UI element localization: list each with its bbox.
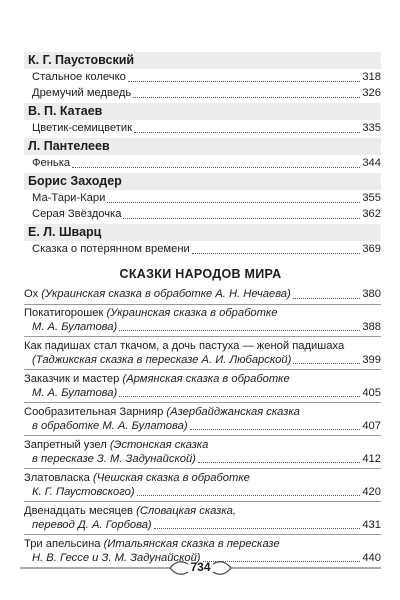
- entry-title: Запретный узел (Эстонская сказка: [24, 439, 209, 451]
- entry-page: 440: [362, 551, 381, 564]
- page-number: 734: [190, 560, 211, 574]
- entry-title: Дремучий медведь: [32, 87, 132, 99]
- entry-title: Стальное колечко: [32, 71, 126, 83]
- toc-entry: [20, 208, 381, 222]
- entry-page: 407: [362, 419, 381, 432]
- toc-entry: [20, 71, 381, 85]
- entry-page: 420: [362, 485, 381, 498]
- author-heading: Борис Заходер: [24, 173, 381, 190]
- toc-entry: Запретный узел (Эстонская сказка в пересказе З. М. Задунайской) 412: [20, 439, 381, 466]
- book-page: [20, 34, 381, 564]
- toc-entry: Златовласка (Чешская сказка в обработке К. Г. Паустовского) 420: [20, 472, 381, 499]
- entry-page: 335: [362, 122, 381, 134]
- toc-entry: Двенадцать месяцев (Словацкая сказка, перевод Д. А. Горбова) 431: [20, 505, 381, 532]
- entry-page: 388: [362, 320, 381, 333]
- entry-page: 412: [362, 452, 381, 465]
- toc-entry: [20, 243, 381, 257]
- entry-title: Цветик-семицветик: [32, 122, 133, 134]
- toc-entry: [20, 122, 381, 136]
- entry-title: Ма-Тари-Кари: [32, 192, 106, 204]
- entry-title: Как падишах стал ткачом, а дочь пастуха — женой падишаха: [24, 340, 345, 352]
- entry-title: Фенька: [32, 157, 71, 169]
- toc-entry: Заказчик и мастер (Армянская сказка в обработке М. А. Булатова) 405: [20, 373, 381, 400]
- toc-entry: [20, 192, 381, 206]
- entry-title: Двенадцать месяцев (Словацкая сказка,: [24, 505, 236, 517]
- toc-entry: Как падишах стал ткачом, а дочь пастуха — женой падишаха (Таджикская сказка в пересказе А. И. Любарской) 399: [20, 340, 381, 367]
- toc-entry: Сообразительная Зарнияр (Азербайджанская сказка в обработке М. А. Булатова) 407: [20, 406, 381, 433]
- toc-entry: Три апельсина (Итальянская сказка в пересказе Н. В. Гессе и З. М. Задунайской) 440: [24, 538, 381, 564]
- section-title: СКАЗКИ НАРОДОВ МИРА: [119, 267, 282, 281]
- entry-title: Заказчик и мастер (Армянская сказка в обработке: [24, 373, 290, 385]
- entry-title: Покатигорошек (Украинская сказка в обработке: [24, 307, 278, 319]
- author-heading: Л. Пантелеев: [24, 138, 381, 155]
- entry-page: 380: [362, 288, 381, 300]
- toc-entry: [20, 288, 381, 302]
- toc-entry: Покатигорошек (Украинская сказка в обработке М. А. Булатова) 388: [20, 307, 381, 334]
- entry-page: 326: [362, 87, 381, 99]
- entry-title: Сказка о потерянном времени: [32, 243, 190, 255]
- entry-page: 399: [362, 353, 381, 366]
- toc-entry: [20, 157, 381, 171]
- entry-page: 355: [362, 192, 381, 204]
- toc-entry: [20, 87, 381, 101]
- author-heading: Е. Л. Шварц: [24, 224, 381, 241]
- author-heading: В. П. Катаев: [24, 103, 381, 120]
- entry-page: 369: [362, 243, 381, 255]
- entry-title: Ох (Украинская сказка в обработке А. Н. Нечаева): [24, 288, 291, 300]
- author-heading: К. Г. Паустовский: [24, 52, 381, 69]
- entry-page: 344: [362, 157, 381, 169]
- entry-title: Серая Звёздочка: [32, 208, 122, 220]
- entry-title: Сообразительная Зарнияр (Азербайджанская сказка: [24, 406, 300, 418]
- entry-page: 362: [362, 208, 381, 220]
- entry-title: Три апельсина (Итальянская сказка в пересказе: [24, 538, 280, 550]
- entry-page: 431: [362, 518, 381, 531]
- entry-page: 405: [362, 386, 381, 399]
- entry-title: Златовласка (Чешская сказка в обработке: [24, 472, 250, 484]
- entry-page: 318: [362, 71, 381, 83]
